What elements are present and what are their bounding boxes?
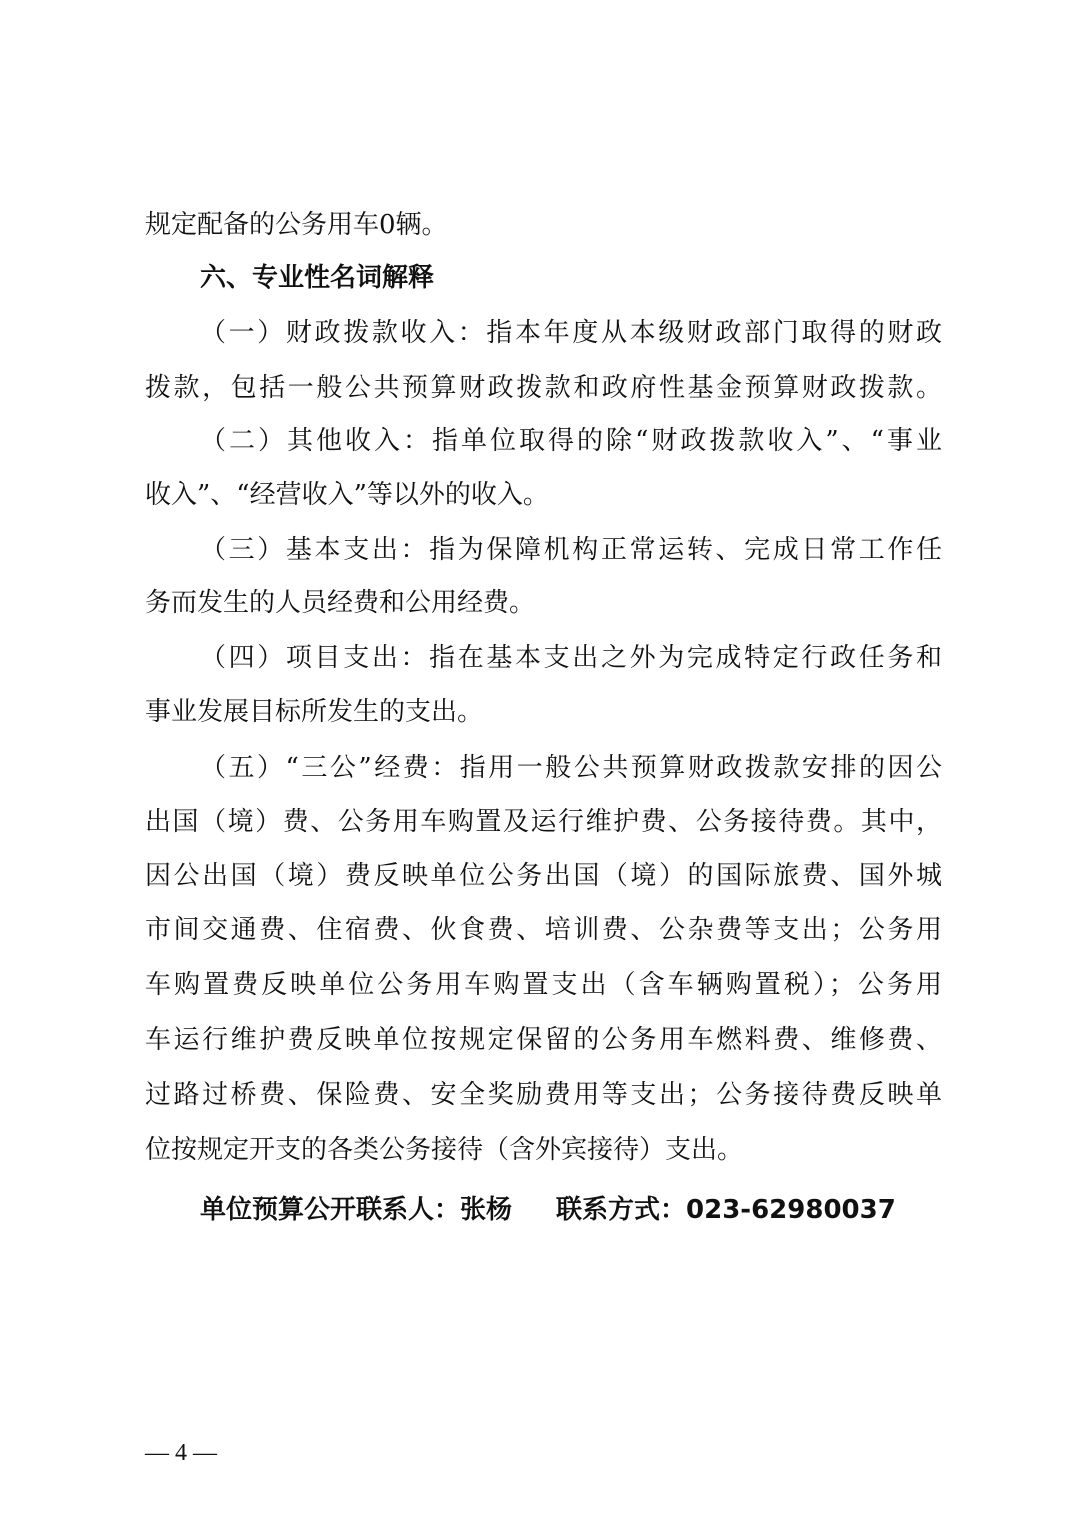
contact-line	[200, 1193, 896, 1227]
paragraph-line: 市间交通费、住宿费、伙食费、培训费、公杂费等支出；公务用	[145, 915, 942, 945]
paragraph-line: 收入”、“经营收入”等以外的收入。	[145, 480, 549, 510]
paragraph-line: 务而发生的人员经费和公用经费。	[145, 588, 536, 618]
paragraph-line: 拨款，包括一般公共预算财政拨款和政府性基金预算财政拨款。	[145, 373, 942, 403]
paragraph-line: 过路过桥费、保险费、安全奖励费用等支出；公务接待费反映单	[145, 1080, 942, 1110]
paragraph-line: 车购置费反映单位公务用车购置支出（含车辆购置税）；公务用	[145, 970, 942, 1000]
paragraph-line: 事业发展目标所发生的支出。	[145, 697, 484, 727]
contact-person: 单位预算公开联系人：张杨	[200, 1195, 513, 1225]
paragraph-line: 出国（境）费、公务用车购置及运行维护费、公务接待费。其中，	[145, 807, 942, 837]
paragraph-line: （五）“三公”经费：指用一般公共预算财政拨款安排的因公	[200, 753, 942, 783]
paragraph-line: 因公出国（境）费反映单位公务出国（境）的国际旅费、国外城	[145, 861, 942, 891]
paragraph-line: （二）其他收入：指单位取得的除“财政拨款收入”、“事业	[200, 426, 942, 456]
page-number: — 4 —	[145, 1440, 217, 1466]
paragraph-line: 位按规定开支的各类公务接待（含外宾接待）支出。	[145, 1135, 744, 1165]
section-heading: 六、专业性名词解释	[200, 263, 435, 293]
paragraph-line: （三）基本支出：指为保障机构正常运转、完成日常工作任	[200, 535, 942, 565]
paragraph-line: （四）项目支出：指在基本支出之外为完成特定行政任务和	[200, 643, 942, 673]
paragraph-line: （一）财政拨款收入：指本年度从本级财政部门取得的财政	[200, 318, 942, 348]
paragraph-line: 车运行维护费反映单位按规定保留的公务用车燃料费、维修费、	[145, 1025, 942, 1055]
contact-phone: 联系方式：023-62980037	[556, 1195, 896, 1225]
paragraph-line: 规定配备的公务用车0辆。	[145, 210, 448, 240]
